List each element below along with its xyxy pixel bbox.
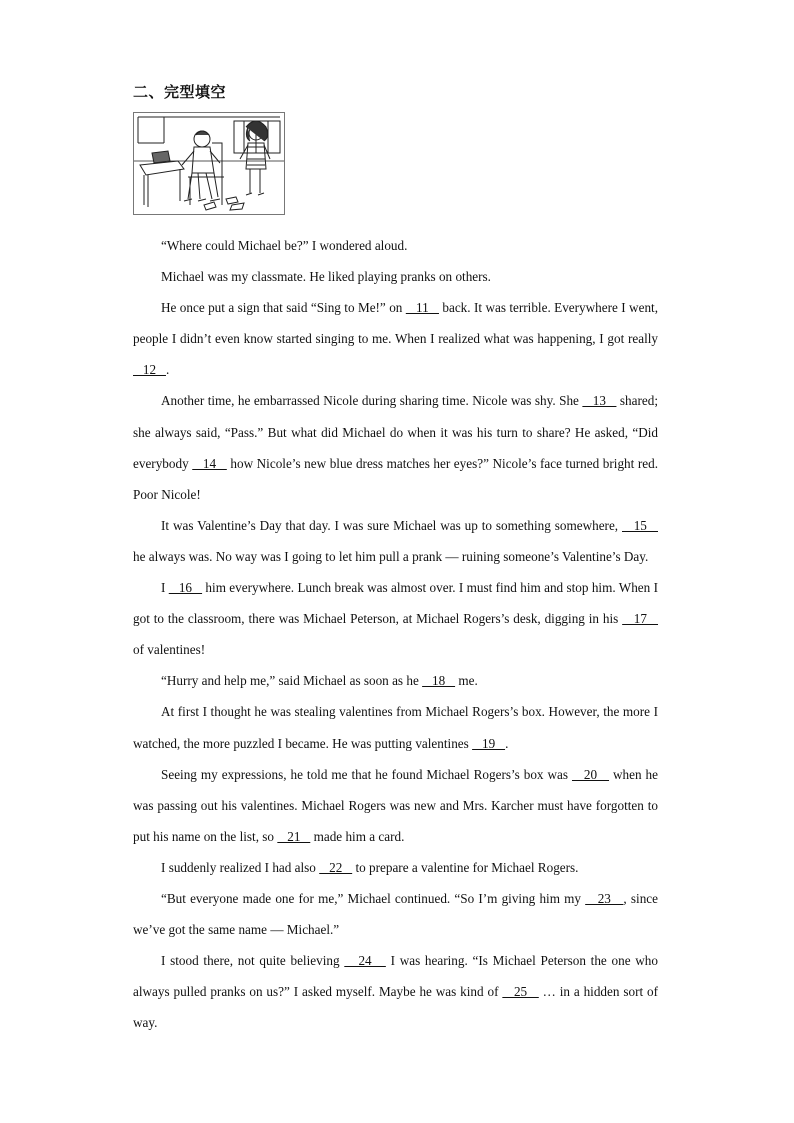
paragraph-text: , since we’ve got the same name — Michael.” (133, 890, 658, 938)
answer-blank[interactable]: 23 (585, 890, 624, 906)
paragraph-text: It was Valentine’s Day that day. I was sure Michael was up to something somewhere, (161, 517, 622, 533)
passage-paragraph (133, 696, 658, 758)
paragraph-text: I (161, 580, 169, 596)
answer-blank[interactable]: 22 (319, 859, 353, 875)
answer-blank[interactable]: 14 (192, 455, 227, 471)
classroom-illustration-icon (134, 113, 284, 214)
answer-blank[interactable]: 16 (168, 580, 203, 596)
paragraph-text: “Hurry and help me,” said Michael as soon as he (161, 673, 423, 689)
answer-blank[interactable]: 11 (405, 300, 439, 316)
paragraph-text: Michael was my classmate. He liked playing pranks on others. (161, 269, 491, 285)
paragraph-text: Seeing my expressions, he told me that he found Michael Rogers’s box was (161, 766, 572, 782)
cloze-passage (133, 230, 658, 1038)
paragraph-text: … in a hidden sort of way. (133, 984, 658, 1031)
paragraph-text: He once put a sign that said “Sing to Me!” on (161, 300, 406, 316)
paragraph-text: he always was. No way was I going to let him pull a prank — ruining someone’s Valentine’s Day. (133, 548, 649, 564)
passage-paragraph (133, 510, 658, 572)
passage-paragraph (133, 572, 658, 665)
paragraph-text: . (165, 362, 170, 378)
answer-blank[interactable]: 13 (582, 393, 617, 409)
answer-blank[interactable]: 24 (344, 953, 386, 969)
paragraph-text: when he was passing out his valentines. Michael Rogers was new and Mrs. Karcher must have forgotten to put his name on the list, so (133, 766, 658, 844)
paragraph-text: him everywhere. Lunch break was almost over. I must find him and stop him. When I got to the classroom, there was Michael Peterson, at Michael Rogers’s desk, digging in his (133, 580, 658, 627)
passage-paragraph (133, 759, 658, 852)
paragraph-text: me. (455, 673, 478, 689)
answer-blank[interactable]: 18 (422, 673, 456, 689)
paragraph-text: to prepare a valentine for Michael Rogers. (352, 859, 579, 875)
passage-paragraph (133, 230, 658, 261)
passage-paragraph (133, 883, 658, 945)
answer-blank[interactable]: 25 (502, 984, 539, 1000)
answer-blank[interactable]: 12 (133, 362, 166, 378)
passage-paragraph (133, 852, 658, 883)
paragraph-text: Another time, he embarrassed Nicole during sharing time. Nicole was shy. She (161, 393, 583, 409)
paragraph-text: back. It was terrible. Everywhere I went, people I didn’t even know started singing to me. When I realized what was happening, I got really (133, 300, 658, 347)
paragraph-text: I was hearing. “Is Michael Peterson the one who always pulled pranks on us?” I asked myself. Maybe he was kind of (133, 953, 658, 1000)
paragraph-text: of valentines! (133, 642, 206, 658)
paragraph-text: “Where could Michael be?” I wondered aloud. (161, 238, 408, 253)
paragraph-text: I stood there, not quite believing (161, 953, 345, 969)
answer-blank[interactable]: 21 (277, 828, 311, 844)
paragraph-text: . (505, 735, 509, 751)
paragraph-text: made him a card. (310, 828, 405, 844)
answer-blank[interactable]: 15 (622, 517, 658, 533)
passage-paragraph (133, 292, 658, 385)
answer-blank[interactable]: 17 (622, 611, 659, 627)
answer-blank[interactable]: 19 (472, 735, 506, 751)
paragraph-text: I suddenly realized I had also (161, 859, 320, 875)
paragraph-text: shared; she always said, “Pass.” But what did Michael do when it was his turn to share? He asked, “Did everybody (133, 393, 658, 471)
paragraph-text: “But everyone made one for me,” Michael continued. “So I’m giving him my (161, 890, 586, 906)
paragraph-text: At first I thought he was stealing valentines from Michael Rogers’s box. However, the more I watched, the more puzzled I became. He was putting valentines (133, 704, 658, 751)
classroom-illustration (133, 112, 285, 215)
answer-blank[interactable]: 20 (571, 766, 610, 782)
passage-paragraph (133, 665, 658, 696)
paragraph-text: how Nicole’s new blue dress matches her eyes?” Nicole’s face turned bright red. Poor Nicole! (133, 455, 658, 502)
passage-paragraph (133, 261, 658, 292)
passage-paragraph (133, 385, 658, 509)
passage-paragraph (133, 945, 658, 1038)
section-heading: 二、完型填空 (133, 83, 227, 101)
